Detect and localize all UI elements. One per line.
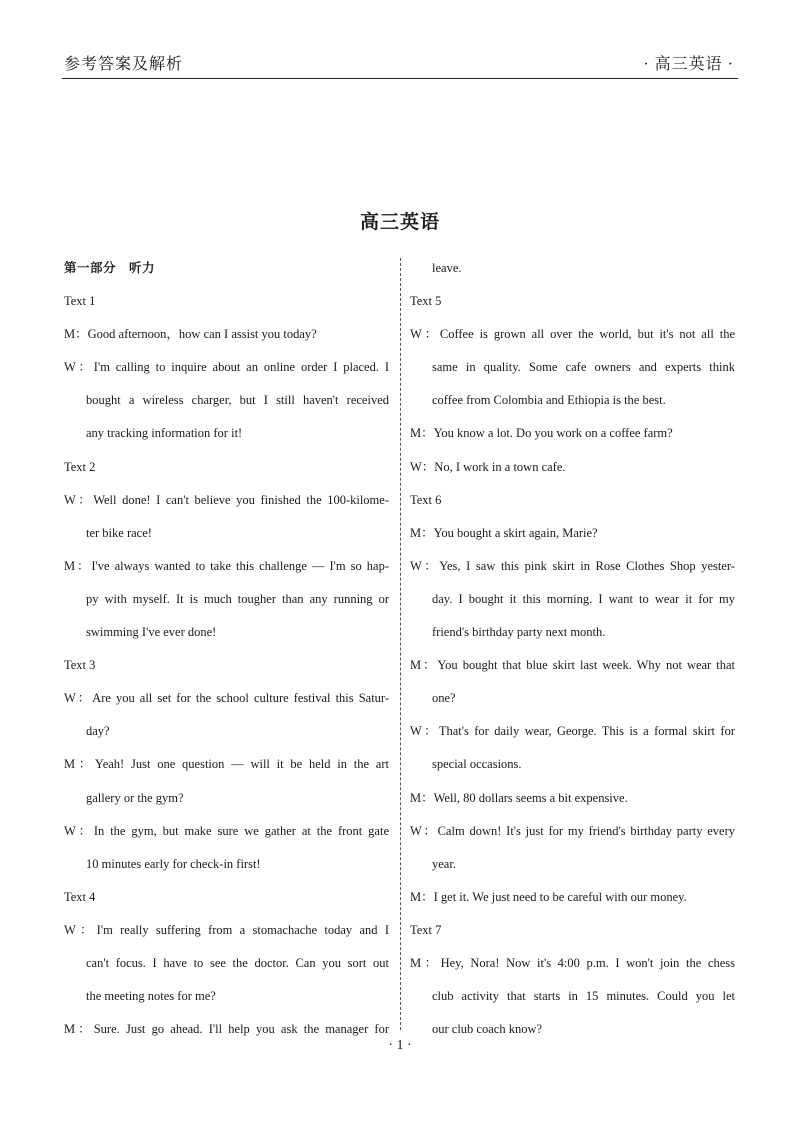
transcript-line-continuation: bought a wireless charger, but I still haven't received	[86, 393, 389, 408]
transcript-line-continuation: coffee from Colombia and Ethiopia is the best.	[432, 393, 666, 408]
transcript-line-continuation: day?	[86, 724, 110, 739]
transcript-line-continuation: py with myself. It is much tougher than any running or	[86, 591, 389, 606]
transcript-line-continuation: ter bike race!	[86, 525, 152, 540]
header-rule	[62, 78, 738, 79]
transcript-line: M：I get it. We just need to be careful with our money.	[410, 889, 687, 904]
transcript-line-continuation: one?	[432, 691, 456, 706]
column-divider	[400, 258, 401, 1030]
transcript-line: M：Hey, Nora! Now it's 4:00 p.m. I won't join the chess	[410, 955, 735, 970]
transcript-line: M：You bought that blue skirt last week. Why not wear that	[410, 658, 735, 673]
transcript-line: W：Well done! I can't believe you finished the 100-kilome-	[64, 492, 389, 507]
transcript-line-continuation: year.	[432, 856, 456, 871]
transcript-line: W：Coffee is grown all over the world, but it's not all the	[410, 327, 735, 342]
header-left-title: 参考答案及解析	[64, 56, 184, 73]
transcript-line: M：Well, 80 dollars seems a bit expensive.	[410, 790, 628, 805]
transcript-line-continuation: 10 minutes early for check-in first!	[86, 856, 261, 871]
transcript-line: M：You know a lot. Do you work on a coffee farm?	[410, 426, 673, 441]
text-heading: Text 6	[410, 492, 442, 507]
transcript-line: M：I've always wanted to take this challenge — I'm so hap-	[64, 558, 389, 573]
transcript-line-continuation: the meeting notes for me?	[86, 989, 216, 1004]
transcript-line: W：Calm down! It's just for my friend's birthday party every	[410, 823, 735, 838]
transcript-line-continuation: swimming I've ever done!	[86, 625, 217, 640]
transcript-line: M：You bought a skirt again, Marie?	[410, 525, 598, 540]
transcript-line-continuation: friend's birthday party next month.	[432, 625, 606, 640]
left-column	[64, 252, 389, 1046]
transcript-line: W：That's for daily wear, George. This is a formal skirt for	[410, 724, 735, 739]
page-number: · 1 ·	[388, 1038, 412, 1053]
transcript-line: M：Sure. Just go ahead. I'll help you ask the manager for	[64, 1022, 389, 1037]
transcript-line: W：I'm really suffering from a stomachache today and I	[64, 922, 389, 937]
transcript-line-continuation: leave.	[432, 261, 462, 275]
transcript-line: W：Are you all set for the school culture festival this Satur-	[64, 691, 389, 706]
transcript-line: W：No, I work in a town cafe.	[410, 459, 566, 474]
text-heading: Text 3	[64, 658, 96, 673]
section-heading: 第一部分 听力	[64, 261, 156, 275]
transcript-line-continuation: any tracking information for it!	[86, 426, 243, 441]
text-heading: Text 1	[64, 294, 96, 309]
transcript-line-continuation: gallery or the gym?	[86, 790, 184, 805]
transcript-line: W：I'm calling to inquire about an online order I placed. I	[64, 360, 389, 375]
transcript-line-continuation: our club coach know?	[432, 1022, 543, 1037]
text-heading: Text 7	[410, 922, 442, 937]
transcript-line-continuation: same in quality. Some cafe owners and experts think	[432, 360, 735, 375]
text-heading: Text 4	[64, 889, 96, 904]
transcript-line: M：Good afternoon，how can I assist you today?	[64, 327, 317, 342]
text-heading: Text 5	[410, 294, 442, 309]
right-column	[410, 252, 735, 1046]
text-heading: Text 2	[64, 459, 96, 474]
transcript-line-continuation: can't focus. I have to see the doctor. Can you sort out	[86, 955, 389, 970]
transcript-line-continuation: special occasions.	[432, 757, 522, 772]
transcript-line: M：Yeah! Just one question — will it be held in the art	[64, 757, 389, 772]
document-title: 高三英语	[359, 212, 440, 233]
transcript-line-continuation: day. I bought it this morning. I want to wear it for my	[432, 591, 735, 606]
transcript-line: W：Yes, I saw this pink skirt in Rose Clothes Shop yester-	[410, 558, 735, 573]
transcript-line: W：In the gym, but make sure we gather at the front gate	[64, 823, 389, 838]
transcript-line-continuation: club activity that starts in 15 minutes. Could you let	[432, 989, 735, 1004]
header-right-title: · 高三英语 ·	[643, 56, 734, 73]
